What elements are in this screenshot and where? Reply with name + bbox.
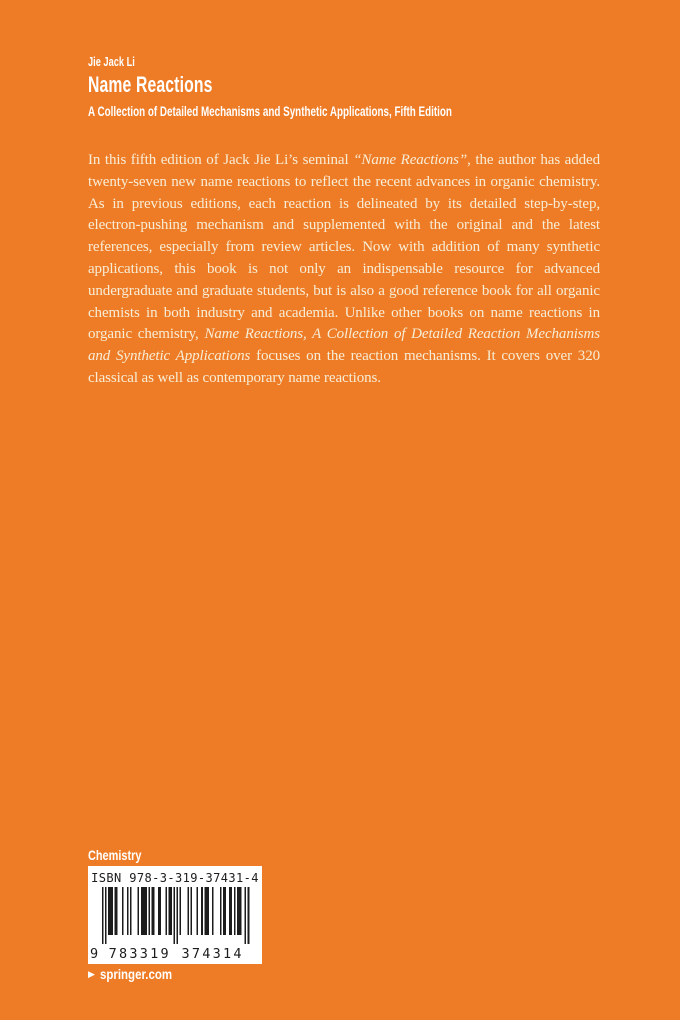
isbn-barcode-block (88, 866, 262, 964)
description-segment: focuses on the reaction mechanisms. It covers over 320 classical as well as contemporary name reactions. (88, 348, 600, 386)
category-label: Chemistry (88, 847, 142, 863)
description-segment: , the author has added twenty-seven new name reactions to reflect the recent advances in organic chemistry. As in previous editions, each reaction is delineated by its detailed step-by-step, electron-pushing mechanism and supplemented with the original and the latest references, especially from review articles. Now with addition of many synthetic applications, this book is not only an indispensable resource for advanced undergraduate and graduate students, but is also a good reference book for all organic chemists in both industry and academia. Unlike other books on name reactions in organic chemistry, (88, 152, 600, 343)
description-segment: In this fifth edition of Jack Jie Li’s seminal (88, 152, 354, 168)
book-title: Name Reactions (88, 72, 213, 97)
description-italic-segment: “Name Reactions” (353, 152, 468, 168)
description-italic-segment: Name Reactions, A Collection of Detailed Reaction Mechanisms and Synthetic Applications (88, 326, 601, 365)
svg-text:783319: 783319 (108, 946, 169, 962)
publisher-line (88, 966, 185, 982)
isbn-label: ISBN 978-3-319-37431-4 (91, 871, 259, 885)
svg-text:374314: 374314 (181, 946, 242, 962)
svg-text:9: 9 (90, 946, 99, 962)
ean13-barcode-icon (88, 887, 262, 963)
author-name: Jie Jack Li (88, 55, 135, 69)
publisher-url: springer.com (99, 966, 172, 982)
springer-arrow-icon: ▶ (88, 969, 95, 979)
book-subtitle: A Collection of Detailed Mechanisms and Synthetic Applications, Fifth Edition (88, 104, 452, 119)
book-description (88, 150, 600, 390)
